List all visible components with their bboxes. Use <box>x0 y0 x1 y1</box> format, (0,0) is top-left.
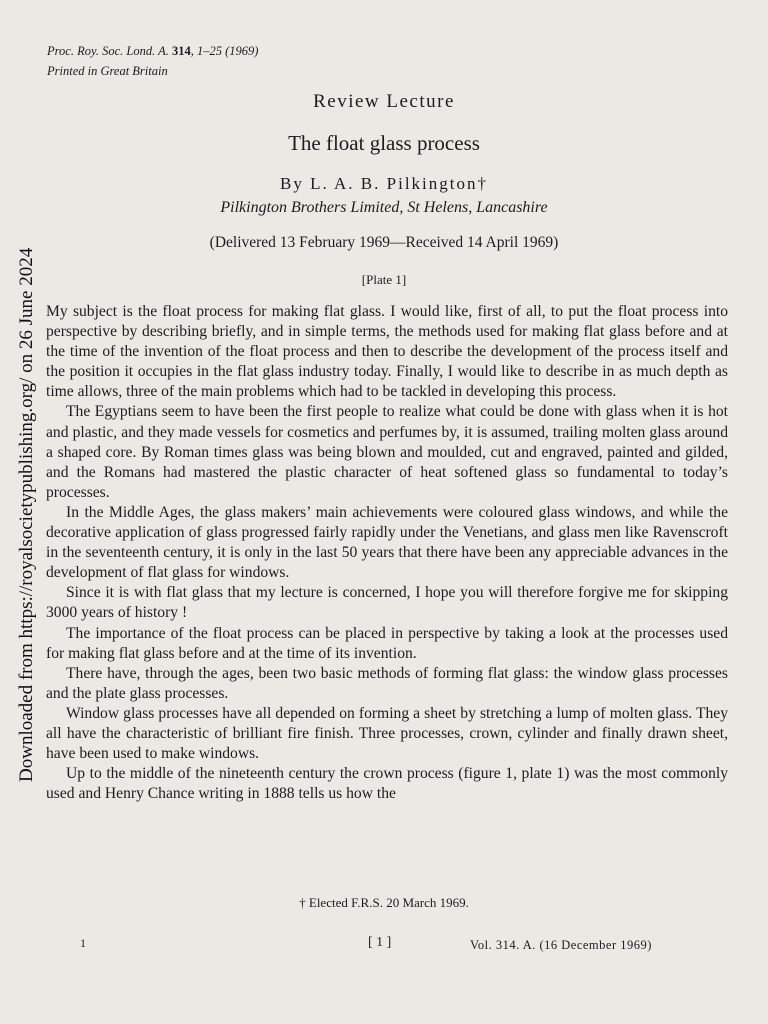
paragraph: The importance of the float process can be placed in perspective by taking a look at the processes used for making flat glass before and at the time of its invention. <box>46 624 728 662</box>
body-text <box>46 302 728 804</box>
paragraph: There have, through the ages, been two basic methods of forming flat glass: the window glass processes and the plate glass processes. <box>46 664 728 702</box>
citation <box>47 41 258 61</box>
paragraph: My subject is the float process for making flat glass. I would like, first of all, to put the float process into perspective by describing briefly, and in simple terms, the methods used for making flat glass before and at the time of the invention of the float process and then to describe the development of the process itself and the position it occupies in the flat glass industry today. Finally, I would like to describe in as much depth as time allows, three of the main problems which had to be tackled in developing this process. <box>46 303 728 401</box>
paragraph: Window glass processes have all depended on forming a sheet by stretching a lump of molten glass. They all have the characteristic of brilliant fire finish. Three processes, crown, cylinder and finally drawn sheet, have been used to make windows. <box>46 704 728 763</box>
citation-volume: 314 <box>172 44 191 58</box>
paragraph: Since it is with flat glass that my lecture is concerned, I hope you will therefore forgive me for skipping 3000 years of history ! <box>46 584 728 622</box>
affiliation: Pilkington Brothers Limited, St Helens, Lancashire <box>220 199 548 216</box>
citation-pages: , 1–25 (1969) <box>190 44 259 58</box>
page-number-center: [ 1 ] <box>368 935 392 950</box>
page-number-left: 1 <box>80 936 86 950</box>
volume-info: Vol. 314. A. (16 December 1969) <box>470 938 652 952</box>
paragraph: In the Middle Ages, the glass makers’ main achievements were coloured glass windows, and while the decorative application of glass progressed fairly rapidly under the Venetians, and glass men like Ravenscroft in the seventeenth century, it is only in the last 50 years that there have been any appreciable advances in the development of flat glass for windows. <box>46 503 728 582</box>
journal-reference <box>47 41 258 81</box>
author-line: By L. A. B. Pilkington† <box>280 174 488 193</box>
dates-line: (Delivered 13 February 1969—Received 14 April 1969) <box>209 234 559 251</box>
printed-note: Printed in Great Britain <box>47 64 168 78</box>
footnote: † Elected F.R.S. 20 March 1969. <box>299 895 469 910</box>
paragraph: The Egyptians seem to have been the first people to realize what could be done with glass when it is hot and plastic, and they made vessels for cosmetics and perfumes by, it is assumed, trailing molten glass around a shaped core. By Roman times glass was being blown and moulded, cut and engraved, painted and gilded, and the Romans had mastered the plastic character of heat softened glass so fundamental to today’s processes. <box>46 403 728 501</box>
plate-note: [Plate 1] <box>361 272 407 287</box>
citation-journal: Proc. Roy. Soc. Lond. A. <box>47 44 169 58</box>
section-kicker: Review Lecture <box>313 91 455 112</box>
paragraph: Up to the middle of the nineteenth century the crown process (figure 1, plate 1) was the most commonly used and Henry Chance writing in 1888 tells us how the <box>46 765 728 803</box>
paper-title: The float glass process <box>288 131 480 155</box>
